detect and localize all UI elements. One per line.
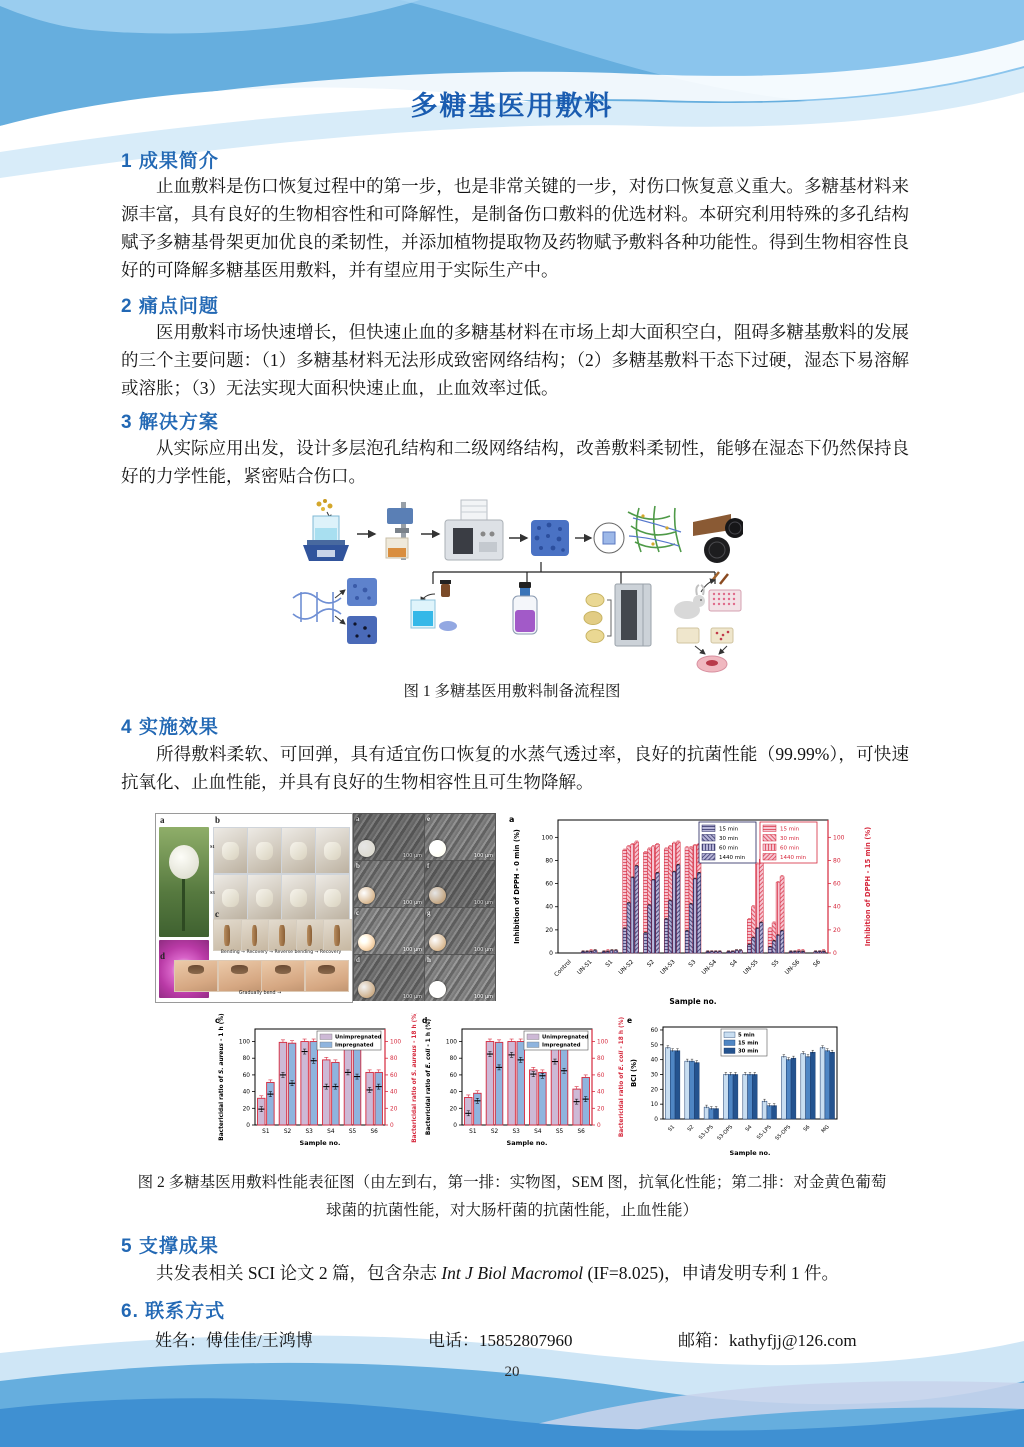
svg-text:S5: S5 xyxy=(771,959,781,969)
svg-text:40: 40 xyxy=(650,1057,658,1064)
svg-text:40: 40 xyxy=(390,1089,398,1096)
sem-image-tile: b 100 μm xyxy=(356,862,422,906)
svg-text:UN-S2: UN-S2 xyxy=(618,959,636,977)
svg-text:5 min: 5 min xyxy=(738,1032,755,1039)
balance-beaker-icon xyxy=(303,499,349,561)
svg-text:S6: S6 xyxy=(812,959,823,969)
bending-photo-tile xyxy=(281,827,316,874)
section-4-paragraph: 所得敷料柔软、可回弹，具有适宜伤口恢复的水蒸气透过率，良好的抗菌性能（99.99%），可快速抗氧化、止血性能，并具有良好的生物相容性且可生物降解。 xyxy=(121,744,909,792)
svg-text:S5-OPS: S5-OPS xyxy=(774,1124,793,1142)
svg-text:Sample no.: Sample no. xyxy=(669,997,717,1006)
bending-photo-tile xyxy=(281,874,316,921)
svg-text:S4: S4 xyxy=(744,1124,754,1134)
bending-photo-tile xyxy=(247,827,282,874)
svg-text:30 min: 30 min xyxy=(738,1048,759,1055)
svg-text:Unimpregnated: Unimpregnated xyxy=(542,1034,589,1041)
chart-bci-hemostasis xyxy=(625,1013,860,1168)
svg-text:S5-LPS: S5-LPS xyxy=(755,1124,773,1141)
section-heading-6: 6. 联系方式 xyxy=(121,1301,226,1322)
freeze-dryer-icon xyxy=(445,500,503,560)
sample-disc xyxy=(429,887,446,904)
sem-image-tile: e 100 μm xyxy=(427,815,493,859)
svg-text:60: 60 xyxy=(833,880,841,888)
svg-text:Inhibition of DPPH - 0 min (%): Inhibition of DPPH - 0 min (%) xyxy=(513,829,521,944)
svg-text:Sample no.: Sample no. xyxy=(729,1149,771,1157)
section-heading-5: 5 支撑成果 xyxy=(121,1236,219,1257)
svg-text:60: 60 xyxy=(597,1072,605,1079)
svg-text:100: 100 xyxy=(833,834,845,842)
network-magnifier-icon xyxy=(594,506,681,553)
svg-text:Unimpregnated: Unimpregnated xyxy=(335,1034,382,1041)
svg-text:S1: S1 xyxy=(469,1129,477,1135)
sample-disc xyxy=(429,840,446,857)
svg-text:0: 0 xyxy=(833,950,837,957)
patent-text: (IF=8.025)，申请发明专利 1 件。 xyxy=(583,1263,839,1283)
svg-text:0: 0 xyxy=(654,1117,658,1123)
photo-label-b: b xyxy=(215,815,221,825)
arm-bend-tile xyxy=(174,960,218,992)
svg-text:Inhibition of DPPH - 15 min (%: Inhibition of DPPH - 15 min (%) xyxy=(864,826,872,947)
svg-text:a: a xyxy=(509,815,515,824)
arm-bend-tile xyxy=(218,960,262,992)
chart-s-aureus-bactericidal xyxy=(213,1013,423,1168)
chart-dpph-inhibition xyxy=(506,810,878,1015)
swelling-test-icon xyxy=(411,580,457,631)
svg-text:100: 100 xyxy=(541,834,553,842)
figure2-photo-panel xyxy=(155,813,353,1003)
bending-photo-tile xyxy=(315,874,350,921)
svg-text:c: c xyxy=(215,1016,220,1025)
page-number: 20 xyxy=(504,1364,520,1380)
svg-text:40: 40 xyxy=(242,1089,250,1096)
svg-text:40: 40 xyxy=(597,1089,605,1096)
svg-text:0: 0 xyxy=(453,1123,457,1129)
svg-text:Impregnated: Impregnated xyxy=(542,1042,581,1049)
svg-text:Bactericidal ratio of S. aureu: Bactericidal ratio of S. aureus - 1 h (%) xyxy=(219,1013,225,1141)
svg-text:Sample no.: Sample no. xyxy=(506,1139,548,1147)
journal-name: Int J Biol Macromol xyxy=(441,1263,584,1283)
svg-text:80: 80 xyxy=(545,857,553,865)
svg-text:Bactericidal ratio of S. aureu: Bactericidal ratio of S. aureus - 18 h (%) xyxy=(412,1013,418,1143)
svg-text:1440 min: 1440 min xyxy=(719,855,746,861)
figure1-caption: 图 1 多糖基医用敷料制备流程图 xyxy=(403,683,621,700)
sample-disc xyxy=(358,887,375,904)
svg-text:0: 0 xyxy=(597,1123,601,1129)
plant-photo xyxy=(159,827,209,937)
sponge-cube-icon xyxy=(531,520,569,556)
gradually-bend-caption: Gradually bend → xyxy=(238,991,282,996)
bending-photo-tile xyxy=(213,827,248,874)
sem-image-tile: d 100 μm xyxy=(356,956,422,1000)
svg-text:UN-S3: UN-S3 xyxy=(659,959,677,977)
svg-text:S3: S3 xyxy=(512,1129,520,1135)
sample-disc xyxy=(358,981,375,998)
contact-phone: 电话：15852807960 xyxy=(428,1331,573,1350)
svg-text:0: 0 xyxy=(390,1123,394,1129)
svg-text:UN-S4: UN-S4 xyxy=(701,959,719,977)
section-heading-4: 4 实施效果 xyxy=(121,717,219,738)
svg-text:S1: S1 xyxy=(604,959,615,969)
stirrer-icon xyxy=(386,502,413,560)
bending-caption: Bending → Recovery → Reverse bending → Recovery xyxy=(220,950,342,955)
sem-image-tile: g 100 μm xyxy=(427,909,493,953)
svg-text:UN-S1: UN-S1 xyxy=(576,959,594,977)
photo-label-c: c xyxy=(215,909,219,919)
svg-text:S4: S4 xyxy=(534,1129,542,1135)
sem-image-tile: a 100 μm xyxy=(356,815,422,859)
sample-disc xyxy=(358,934,375,951)
svg-text:80: 80 xyxy=(597,1056,605,1063)
photo-label-d: d xyxy=(160,951,166,961)
svg-text:60 min: 60 min xyxy=(719,845,739,852)
svg-text:S3-OPS: S3-OPS xyxy=(716,1124,735,1142)
svg-text:S6: S6 xyxy=(577,1129,585,1135)
svg-text:40: 40 xyxy=(545,903,553,911)
svg-text:Control: Control xyxy=(553,959,573,979)
svg-text:30 min: 30 min xyxy=(780,836,800,842)
svg-text:100: 100 xyxy=(390,1039,402,1046)
section-3-paragraph: 从实际应用出发，设计多层泡孔结构和二级网络结构，改善敷料柔韧性，能够在湿态下仍然保持良好的力学性能，紧密贴合伤口。 xyxy=(121,438,909,486)
sem-image-tile: c 100 μm xyxy=(356,909,422,953)
svg-text:30: 30 xyxy=(650,1072,658,1079)
svg-text:60: 60 xyxy=(650,1027,658,1034)
svg-text:Bactericidal ratio of E. coli: Bactericidal ratio of E. coli - 18 h (%) xyxy=(619,1016,625,1138)
svg-text:d: d xyxy=(422,1016,428,1025)
svg-text:S5: S5 xyxy=(555,1129,564,1135)
svg-text:80: 80 xyxy=(390,1056,398,1063)
contact-name: 姓名：傅佳佳/王鸿博 xyxy=(155,1331,313,1350)
svg-text:20: 20 xyxy=(242,1106,250,1113)
svg-text:S3-LPS: S3-LPS xyxy=(697,1124,715,1141)
svg-text:e: e xyxy=(627,1016,633,1025)
svg-text:S2: S2 xyxy=(283,1129,292,1135)
svg-text:100: 100 xyxy=(238,1039,250,1046)
hemostasis-biocompat-icon xyxy=(674,572,741,672)
svg-text:15 min: 15 min xyxy=(738,1040,759,1047)
sample-disc xyxy=(429,934,446,951)
svg-text:Sample no.: Sample no. xyxy=(299,1139,341,1147)
svg-text:80: 80 xyxy=(833,857,841,865)
svg-text:100: 100 xyxy=(597,1039,609,1046)
svg-text:60: 60 xyxy=(242,1072,250,1079)
sem-image-tile: f 100 μm xyxy=(427,862,493,906)
bending-photo-tile xyxy=(315,827,350,874)
svg-text:20: 20 xyxy=(650,1087,658,1094)
page-title: 多糖基医用敷料 xyxy=(410,91,614,121)
arm-bend-tile xyxy=(305,960,349,992)
svg-text:60: 60 xyxy=(545,880,553,888)
network-to-cubes-icon xyxy=(293,578,377,644)
svg-text:10: 10 xyxy=(650,1102,658,1109)
svg-text:S2: S2 xyxy=(490,1129,499,1135)
bending-sequence-tile xyxy=(213,919,242,951)
svg-text:0: 0 xyxy=(246,1123,250,1129)
svg-text:20: 20 xyxy=(390,1106,398,1113)
svg-text:20: 20 xyxy=(449,1106,457,1113)
svg-text:MG: MG xyxy=(820,1124,831,1135)
section-heading-1: 1 成果简介 xyxy=(121,151,219,172)
svg-text:20: 20 xyxy=(833,926,841,934)
sample-disc xyxy=(429,981,446,998)
section-5-paragraph xyxy=(121,1259,909,1287)
svg-text:20: 20 xyxy=(545,926,553,934)
svg-text:S2: S2 xyxy=(646,959,656,969)
svg-text:30 min: 30 min xyxy=(719,836,739,842)
b-row-label-2: S3 xyxy=(210,890,215,895)
section-1-paragraph: 止血敷料是伤口恢复过程中的第一步，也是非常关键的一步，对伤口恢复意义重大。多糖基材料来源丰富，具有良好的生物相容性和可降解性，是制备伤口敷料的优选材料。本研究利用特殊的多孔结构赋予多糖基骨架更加优良的柔韧性，并添加植物提取物及药物赋予敷料各种功能性。得到生物相容性良好的可降解多糖基医用敷料，并有望应用于实际生产中。 xyxy=(121,176,909,280)
section-heading-2: 2 痛点问题 xyxy=(121,296,219,317)
svg-text:40: 40 xyxy=(833,903,841,911)
svg-text:40: 40 xyxy=(449,1089,457,1096)
svg-text:50: 50 xyxy=(650,1042,658,1049)
sample-disc xyxy=(358,840,375,857)
svg-text:S1: S1 xyxy=(262,1129,270,1135)
svg-text:15 min: 15 min xyxy=(719,826,739,833)
svg-text:S3: S3 xyxy=(687,959,698,969)
degradation-bottle-icon xyxy=(513,582,537,634)
sci-papers-text: 共发表相关 SCI 论文 2 篇，包含杂志 xyxy=(156,1263,442,1283)
svg-text:S2: S2 xyxy=(686,1124,696,1134)
sem-image-tile: h 100 μm xyxy=(427,956,493,1000)
bending-sequence-tile xyxy=(268,919,297,951)
svg-text:S1: S1 xyxy=(667,1124,677,1134)
svg-text:15 min: 15 min xyxy=(780,826,800,833)
svg-text:BCI (%): BCI (%) xyxy=(630,1058,638,1088)
contact-row xyxy=(0,1326,1024,1352)
svg-text:UN-S6: UN-S6 xyxy=(784,959,802,977)
figure2-caption-line1: 图 2 多糖基医用敷料性能表征图（由左到右，第一排：实物图，SEM 图，抗氧化性能；第二排：对金黄色葡萄 xyxy=(137,1174,887,1191)
svg-text:80: 80 xyxy=(449,1056,457,1063)
svg-text:S3: S3 xyxy=(305,1129,313,1135)
arm-bend-row xyxy=(174,960,346,990)
svg-text:S6: S6 xyxy=(802,1124,812,1134)
svg-text:20: 20 xyxy=(597,1106,605,1113)
svg-text:60: 60 xyxy=(390,1072,398,1079)
svg-text:100: 100 xyxy=(445,1039,457,1046)
bending-sequence-tile xyxy=(241,919,270,951)
bending-photo-grid xyxy=(213,827,349,919)
contact-email: 邮箱：kathyfjj@126.com xyxy=(678,1331,857,1350)
bending-sequence-tile xyxy=(323,919,352,951)
bending-sequence-tile xyxy=(296,919,325,951)
svg-text:S4: S4 xyxy=(327,1129,335,1135)
svg-text:Impregnated: Impregnated xyxy=(335,1042,374,1049)
svg-text:60: 60 xyxy=(449,1072,457,1079)
branch-connector xyxy=(433,562,715,584)
svg-text:1440 min: 1440 min xyxy=(780,855,807,861)
svg-text:S6: S6 xyxy=(370,1129,378,1135)
svg-text:S4: S4 xyxy=(729,959,739,969)
svg-text:UN-S5: UN-S5 xyxy=(742,959,760,977)
section-2-paragraph: 医用敷料市场快速增长，但快速止血的多糖基材料在市场上却大面积空白，阻碍多糖基敷料的发展的三个主要问题：（1）多糖基材料无法形成致密网络结构；（2）多糖基敷料干态下过硬，湿态下易溶解或溶胀；（3）无法实现大面积快速止血，止血效率过低。 xyxy=(121,322,909,398)
figure1-process-flow-illustration xyxy=(283,498,743,676)
svg-text:60 min: 60 min xyxy=(780,845,800,852)
figure2-sem-panel xyxy=(353,813,496,1001)
rollers-icon xyxy=(693,514,743,563)
arm-bend-tile xyxy=(261,960,305,992)
svg-text:S5: S5 xyxy=(348,1129,357,1135)
svg-text:80: 80 xyxy=(242,1056,250,1063)
svg-text:0: 0 xyxy=(549,950,553,957)
section-heading-3: 3 解决方案 xyxy=(121,412,219,433)
figure2-caption-line2: 球菌的抗菌性能，对大肠杆菌的抗菌性能，止血性能） xyxy=(325,1202,698,1219)
bending-photo-tile xyxy=(247,874,282,921)
photo-label-a: a xyxy=(160,815,165,825)
svg-text:Bactericidal ratio of E. coli: Bactericidal ratio of E. coli - 1 h (%) xyxy=(426,1018,432,1136)
b-row-label-1: S1 xyxy=(210,844,215,849)
chart-e-coli-bactericidal xyxy=(420,1013,633,1168)
antibacterial-incubator-icon xyxy=(584,584,651,646)
bending-sequence-row xyxy=(213,919,349,949)
